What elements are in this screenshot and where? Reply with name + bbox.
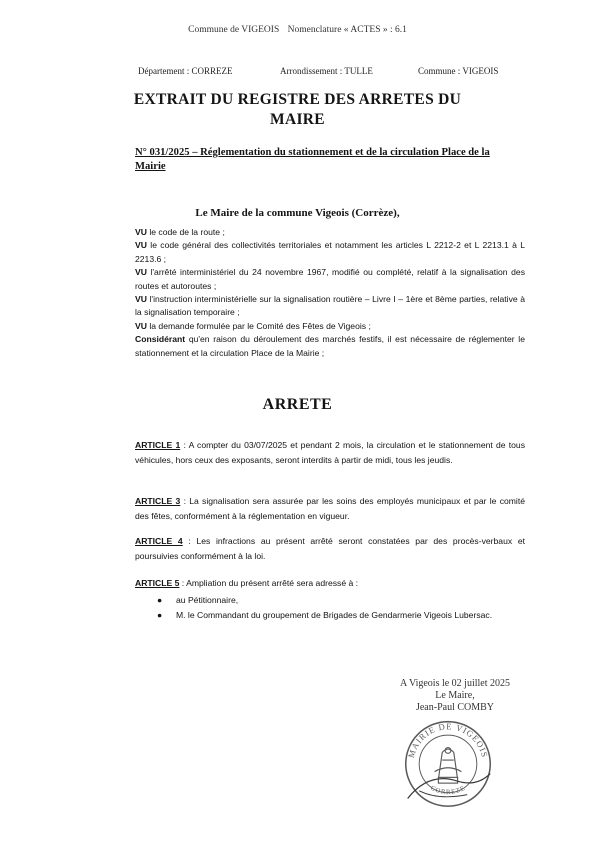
vu-lead: VU <box>135 267 147 278</box>
article-4-text: : Les infractions au présent arrêté seront constatées par des procès-verbaux et poursuivies conformément à la loi. <box>135 536 526 561</box>
vu-item <box>135 293 525 320</box>
recipient-text: M. le Commandant du groupement de Brigades de Gendarmerie Vigeois Lubersac. <box>176 610 493 620</box>
arrondissement-label: Arrondissement : TULLE <box>280 66 373 76</box>
maire-heading: Le Maire de la commune Vigeois (Corrèze), <box>195 207 400 219</box>
vu-text: l'instruction interministérielle sur la signalisation routière – Livre I – 1ère et 8ème parties, relative à la signalisation temporaire ; <box>135 294 525 318</box>
vu-item <box>135 266 525 293</box>
list-item <box>157 608 525 623</box>
bullet-icon: ● <box>157 595 163 605</box>
stamp-top-text: MAIRIE DE VIGEOIS <box>405 721 491 759</box>
article-1 <box>135 438 525 468</box>
vu-lead: VU <box>135 294 147 305</box>
stamp-inner-ring <box>419 735 477 793</box>
considerant-text: qu'en raison du déroulement des marchés festifs, il est nécessaire de réglementer le stationnement et la circulation Place de la Mairie ; <box>135 334 525 358</box>
commune-label: Commune : VIGEOIS <box>418 66 499 76</box>
article-3-text: : La signalisation sera assurée par les soins des employés municipaux et par le comité des fêtes, conformément à la réglementation en vigueur. <box>135 496 526 521</box>
mairie-stamp <box>400 714 496 810</box>
vu-item <box>135 226 525 239</box>
signature-block <box>380 678 530 714</box>
commune-header: Commune de VIGEOIS <box>188 25 280 35</box>
article-5 <box>135 576 525 623</box>
arrete-object: N° 031/2025 – Réglementation du stationnement et de la circulation Place de la Mairie <box>135 147 490 172</box>
article-4 <box>135 534 525 564</box>
article-5-text: : Ampliation du présent arrêté sera adressé à : <box>179 578 359 588</box>
vu-text: le code de la route ; <box>146 227 225 237</box>
stamp-bottom-text: CORREZE <box>429 784 467 797</box>
article-4-label: ARTICLE 4 <box>135 536 183 546</box>
bullet-icon: ● <box>157 610 163 620</box>
recipient-text: au Pétitionnaire, <box>176 595 239 605</box>
title-line-1: EXTRAIT DU REGISTRE DES ARRETES DU <box>133 91 462 108</box>
vu-section <box>135 226 525 360</box>
vu-lead: VU <box>135 240 147 251</box>
signature-role: Le Maire, <box>435 690 475 701</box>
vu-item <box>135 239 525 266</box>
nomenclature-header: Nomenclature « ACTES » : 6.1 <box>287 25 407 35</box>
article-1-label: ARTICLE 1 <box>135 440 181 450</box>
arrete-heading: ARRETE <box>262 396 333 413</box>
article-5-label: ARTICLE 5 <box>135 578 180 588</box>
vu-item <box>135 320 525 333</box>
considerant-lead: Considérant <box>135 334 186 345</box>
signature-place-date: A Vigeois le 02 juillet 2025 <box>399 678 511 689</box>
departement-label: Département : CORREZE <box>138 66 233 76</box>
document-title <box>100 90 495 130</box>
article-3 <box>135 494 525 524</box>
header-line <box>0 25 595 35</box>
signature-name: Jean-Paul COMBY <box>415 702 495 713</box>
list-item <box>157 593 525 608</box>
title-line-2: MAIRE <box>270 111 325 128</box>
considerant-item <box>135 333 525 360</box>
vu-lead: VU <box>135 227 147 237</box>
vu-lead: VU <box>135 320 147 331</box>
stamp-emblem-icon <box>435 748 462 784</box>
vu-text: l'arrêté interministériel du 24 novembre 1967, modifié ou complété, relatif à la signalisation des routes et autoroutes ; <box>135 267 525 291</box>
vu-text: la demande formulée par le Comité des Fêtes de Vigeois ; <box>146 320 371 331</box>
article-1-text: : A compter du 03/07/2025 et pendant 2 mois, la circulation et le stationnement de tous véhicules, hors ceux des exposants, seront interdits à partir de midi, tous les jeudis. <box>135 440 526 465</box>
recipient-list <box>135 593 525 623</box>
vu-text: le code général des collectivités territoriales et notamment les articles L 2212-2 et L 2213.1 à L 2213.6 ; <box>135 240 525 264</box>
article-3-label: ARTICLE 3 <box>135 496 181 506</box>
